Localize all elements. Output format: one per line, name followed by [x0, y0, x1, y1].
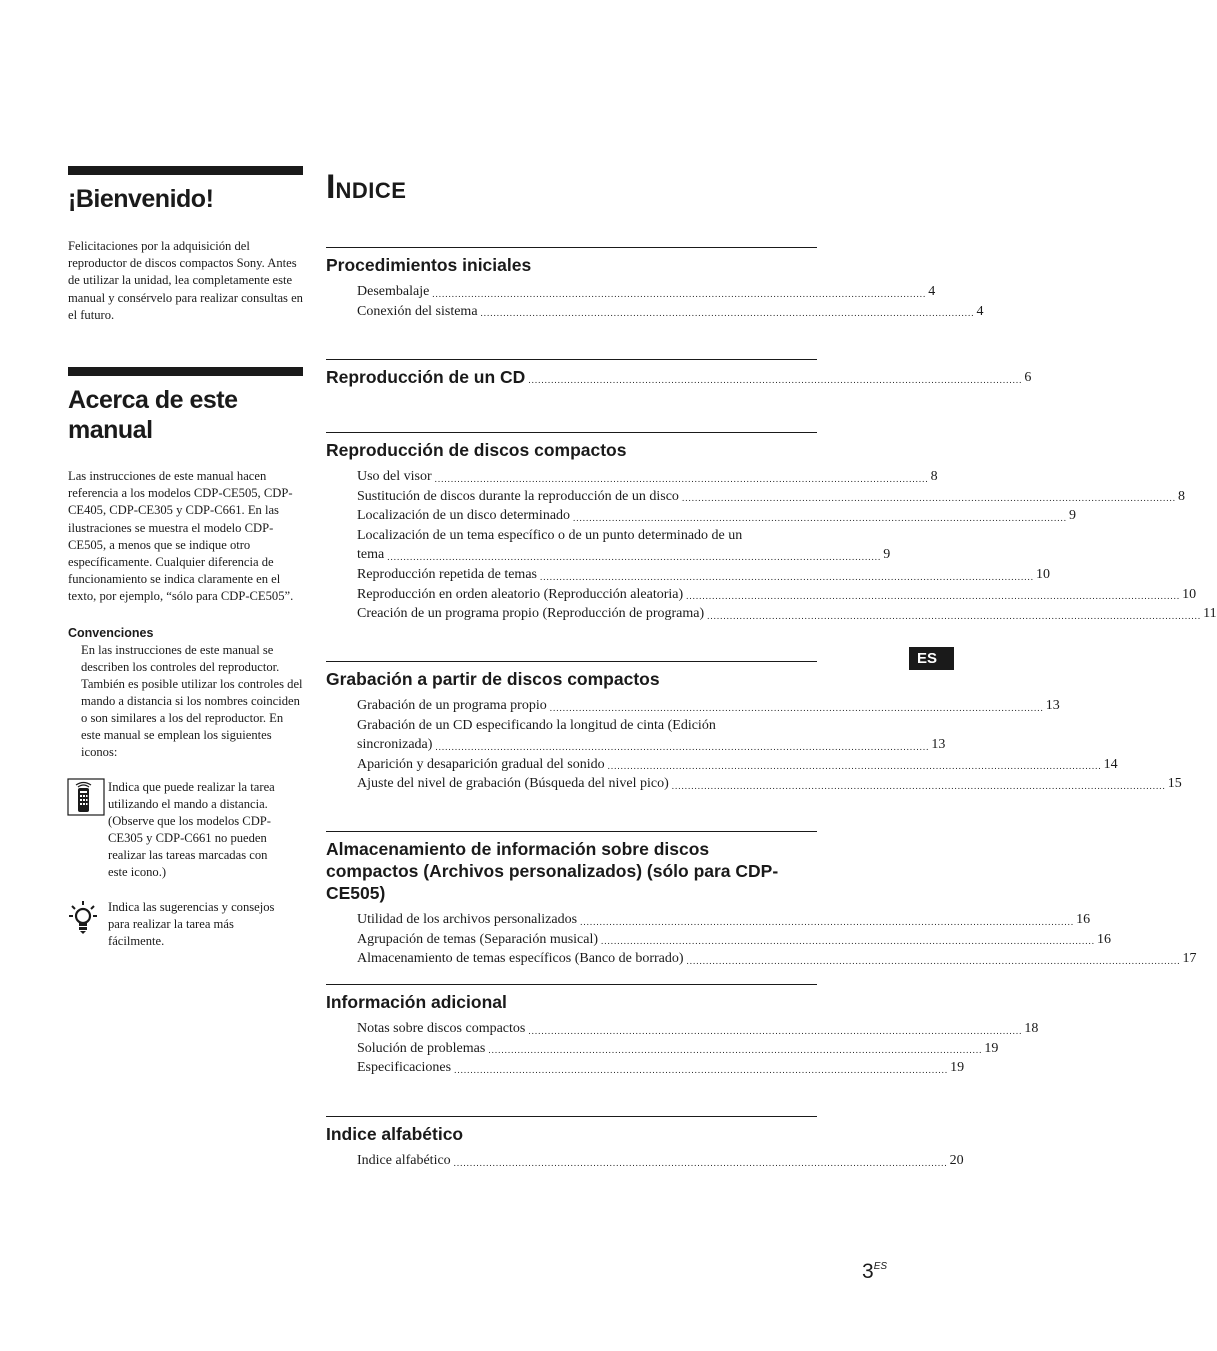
- dot-leader: ........................................................................................................................................................: [480, 308, 975, 319]
- toc-page: 13: [1045, 698, 1060, 713]
- conventions-title: Convenciones: [68, 625, 154, 640]
- toc-entry[interactable]: Sustitución de discos durante la reproducción de un disco ........................................................................................................................................................ 8: [326, 487, 817, 507]
- toc-entry[interactable]: Notas sobre discos compactos ........................................................................................................................................................ 18: [326, 1019, 817, 1039]
- dot-leader: ........................................................................................................................................................: [707, 610, 1202, 621]
- toc-section-heading: Procedimientos iniciales: [326, 255, 532, 275]
- toc-entry[interactable]: Solución de problemas ........................................................................................................................................................ 19: [326, 1039, 817, 1059]
- toc-entry[interactable]: Aparición y desaparición gradual del sonido ........................................................................................................................................................ 14: [326, 755, 817, 775]
- dot-leader: ........................................................................................................................................................: [681, 493, 1176, 504]
- toc-entry[interactable]: Reproducción repetida de temas ........................................................................................................................................................ 10: [326, 565, 817, 585]
- toc-page: 9: [1069, 508, 1077, 524]
- toc-entry[interactable]: Indice alfabético ........................................................................................................................................................ 20: [326, 1151, 817, 1171]
- toc-page: 6: [1024, 370, 1032, 386]
- toc-items: [326, 1151, 964, 1171]
- welcome-body: Felicitaciones por la adquisición del reproductor de discos compactos Sony. Antes de utilizar la unidad, lea completamente este manual y consérvelo para realizar consultas en el futuro.: [68, 239, 303, 322]
- toc-entry[interactable]: Ajuste del nivel de grabación (Búsqueda del nivel pico) ........................................................................................................................................................ 15: [326, 774, 817, 794]
- toc-section: [326, 1116, 964, 1171]
- dot-leader: ........................................................................................................................................................: [528, 1025, 1023, 1036]
- dot-leader: ........................................................................................................................................................: [435, 741, 930, 752]
- toc-entry[interactable]: Localización de un disco determinado ........................................................................................................................................................ 9: [326, 506, 817, 526]
- dot-leader: ........................................................................................................................................................: [686, 955, 1181, 966]
- toc-page: 14: [1103, 756, 1118, 772]
- tip-icon-text: Indica las sugerencias y consejos para realizar la tarea más fácilmente.: [108, 899, 275, 948]
- dot-leader: ........................................................................................................................................................: [686, 591, 1181, 602]
- about-title: Acerca de este manual: [68, 386, 238, 445]
- toc-items: [326, 696, 1182, 794]
- welcome-title: ¡Bienvenido!: [68, 185, 214, 213]
- dot-leader: ........................................................................................................................................................: [454, 1064, 949, 1075]
- toc-entry[interactable]: Uso del visor ........................................................................................................................................................ 8: [326, 467, 817, 487]
- toc-items: [326, 910, 1197, 969]
- language-tab: ES: [909, 647, 954, 670]
- toc-page: 16: [1097, 931, 1112, 947]
- remote-icon-text: Indica que puede realizar la tarea utilizando el mando a distancia. (Observe que los modelos CDP-CE305 y CDP-C661 no pueden realizar las tareas marcadas con este icono.): [108, 779, 275, 879]
- page-number: $3^{ES}$: [862, 1260, 888, 1283]
- toc-entry[interactable]: Reproducción en orden aleatorio (Reproducción aleatoria) ........................................................................................................................................................ 10: [326, 585, 817, 605]
- remote-control-icon: [68, 779, 108, 820]
- toc-page: 10: [1182, 586, 1197, 602]
- toc-page: 8: [1177, 488, 1185, 504]
- toc-entry[interactable]: Almacenamiento de temas específicos (Banco de borrado) ........................................................................................................................................................ 17: [326, 949, 817, 969]
- toc-page: 16: [1076, 912, 1091, 927]
- dot-leader: ........................................................................................................................................................: [607, 761, 1102, 772]
- toc-entry[interactable]: [326, 366, 1032, 388]
- toc-section: [326, 831, 1197, 969]
- dot-leader: ........................................................................................................................................................: [580, 916, 1075, 927]
- toc-page: 4: [928, 284, 936, 299]
- toc-section-heading: Reproducción de un CD: [326, 367, 526, 387]
- dot-leader: ........................................................................................................................................................: [539, 571, 1034, 582]
- dot-leader: ........................................................................................................................................................: [387, 551, 882, 562]
- toc-section: [326, 661, 1182, 794]
- dot-leader: ........................................................................................................................................................: [488, 1045, 983, 1056]
- toc-entry[interactable]: Grabación de un CD especificando la longitud de cinta (Edición sincronizada) ........................................................................................................................................................ 13: [326, 716, 817, 755]
- toc-page: 13: [931, 737, 946, 753]
- tip-icon-note: [68, 899, 303, 950]
- conventions-body: En las instrucciones de este manual se describen los controles del reproductor. También es posible utilizar los controles del mando a distancia si los nombres coinciden o son similares a los del reproductor. En este manual se emplean los siguientes iconos:: [81, 642, 303, 759]
- toc-page: 19: [950, 1060, 965, 1076]
- toc-page: 18: [1024, 1021, 1039, 1036]
- toc-section-heading: Indice alfabético: [326, 1124, 464, 1144]
- dot-leader: ........................................................................................................................................................: [601, 936, 1096, 947]
- section-rule: [68, 166, 303, 175]
- toc-section: [326, 432, 1217, 624]
- index-title: [326, 168, 406, 207]
- toc-section-heading: Información adicional: [326, 992, 507, 1012]
- lightbulb-icon: [68, 899, 108, 940]
- toc-entry[interactable]: Localización de un tema específico o de un punto determinado de un tema ........................................................................................................................................................ 9: [326, 526, 817, 565]
- dot-leader: ........................................................................................................................................................: [434, 473, 929, 484]
- toc-entry[interactable]: Desembalaje ........................................................................................................................................................ 4: [326, 282, 817, 302]
- toc-items: [326, 1019, 1039, 1078]
- section-rule: [68, 367, 303, 376]
- dot-leader: ........................................................................................................................................................: [573, 512, 1068, 523]
- toc-section-heading: Almacenamiento de información sobre discos compactos (Archivos personalizados) (sólo para CDP-CE505): [326, 839, 779, 903]
- toc-entry[interactable]: Utilidad de los archivos personalizados ........................................................................................................................................................ 16: [326, 910, 817, 930]
- dot-leader: ........................................................................................................................................................: [528, 375, 1023, 385]
- about-body: Las instrucciones de este manual hacen referencia a los modelos CDP-CE505, CDP-CE405, CDP-CE305 y CDP-C661. En las ilustraciones se muestra el modelo CDP-CE505, a menos que se indique otro específicamente. Cualquier diferencia de funcionamiento se indica claramente en el texto, por ejemplo, “sólo para CDP-CE505”.: [68, 469, 294, 604]
- toc-entry[interactable]: Conexión del sistema ........................................................................................................................................................ 4: [326, 302, 817, 322]
- index-title-rest: NDICE: [335, 178, 407, 203]
- left-column: [68, 166, 303, 950]
- toc-page: 17: [1182, 951, 1197, 967]
- dot-leader: ........................................................................................................................................................: [453, 1157, 948, 1168]
- toc-entry[interactable]: Agrupación de temas (Separación musical) ........................................................................................................................................................ 16: [326, 930, 817, 950]
- toc-section-heading: Grabación a partir de discos compactos: [326, 669, 660, 689]
- toc-page: 10: [1035, 566, 1050, 582]
- toc-page: 9: [883, 547, 891, 563]
- index-title-initial: I: [326, 168, 336, 206]
- page-suffix: ES: [873, 1261, 888, 1272]
- toc-page: 20: [949, 1153, 964, 1168]
- toc-entry[interactable]: Creación de un programa propio (Reproducción de programa) ........................................................................................................................................................ 11: [326, 604, 817, 624]
- dot-leader: ........................................................................................................................................................: [549, 702, 1044, 713]
- toc-page: 11: [1203, 606, 1217, 622]
- dot-leader: ........................................................................................................................................................: [671, 780, 1166, 791]
- toc-section: [326, 984, 1039, 1078]
- dot-leader: ........................................................................................................................................................: [432, 288, 927, 299]
- toc-entry[interactable]: Grabación de un programa propio ........................................................................................................................................................ 13: [326, 696, 817, 716]
- toc-page: 19: [984, 1040, 999, 1056]
- toc-section: [326, 359, 1032, 388]
- toc-page: 15: [1167, 776, 1182, 792]
- toc-section: [326, 247, 984, 321]
- toc-items: [326, 467, 1217, 624]
- toc-items: [326, 282, 984, 321]
- remote-icon-note: [68, 779, 303, 881]
- toc-entry[interactable]: Especificaciones ........................................................................................................................................................ 19: [326, 1058, 817, 1078]
- toc-page: 8: [930, 469, 938, 484]
- toc-page: 4: [976, 303, 984, 319]
- toc-section-heading: Reproducción de discos compactos: [326, 440, 627, 460]
